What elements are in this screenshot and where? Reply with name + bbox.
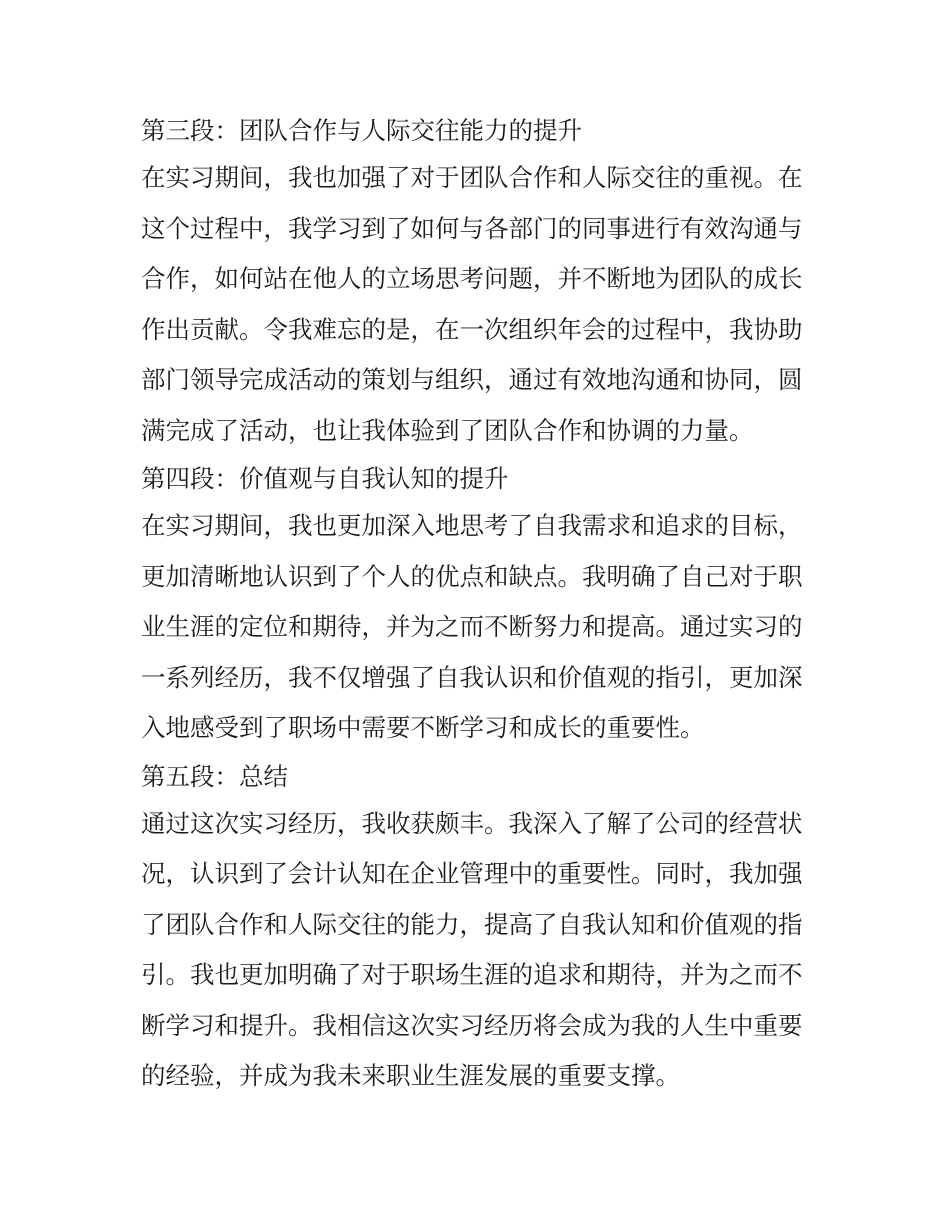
section-heading-4: 第四段：价值观与自我认知的提升 <box>141 464 509 493</box>
paragraph-line: 在实习期间，我也更加深入地思考了自我需求和追求的目标， <box>141 511 803 540</box>
section-heading-3: 第三段：团队合作与人际交往能力的提升 <box>141 116 582 145</box>
paragraph-line: 作出贡献。令我难忘的是，在一次组织年会的过程中，我协助 <box>141 314 803 344</box>
paragraph-line: 在实习期间，我也加强了对于团队合作和人际交往的重视。在 <box>141 163 803 192</box>
paragraph-line: 况，认识到了会计认知在企业管理中的重要性。同时，我加强 <box>141 859 803 888</box>
section-heading-5: 第五段：总结 <box>141 761 288 791</box>
section-paragraph-4 <box>141 501 821 754</box>
paragraph-line: 满完成了活动，也让我体验到了团队合作和协调的力量。 <box>141 415 754 445</box>
paragraph-line: 了团队合作和人际交往的能力，提高了自我认知和价值观的指 <box>141 909 803 939</box>
paragraph-line: 的经验，并成为我未来职业生涯发展的重要支撑。 <box>141 1061 680 1090</box>
paragraph-line: 引。我也更加明确了对于职场生涯的追求和期待，并为之而不 <box>141 960 803 989</box>
section-paragraph-5 <box>141 799 821 1102</box>
paragraph-line: 通过这次实习经历，我收获颇丰。我深入了解了公司的经营状 <box>141 808 803 838</box>
paragraph-line: 一系列经历，我不仅增强了自我认识和价值观的指引，更加深 <box>141 662 803 692</box>
paragraph-line: 部门领导完成活动的策划与组织，通过有效地沟通和协同，圆 <box>141 365 803 394</box>
paragraph-line: 这个过程中，我学习到了如何与各部门的同事进行有效沟通与 <box>141 213 803 243</box>
paragraph-line: 入地感受到了职场中需要不断学习和成长的重要性。 <box>141 713 705 742</box>
section-paragraph-3 <box>141 153 821 456</box>
document-body <box>141 108 821 1102</box>
paragraph-line: 业生涯的定位和期待，并为之而不断努力和提高。通过实习的 <box>141 612 803 641</box>
paragraph-line: 更加清晰地认识到了个人的优点和缺点。我明确了自己对于职 <box>141 561 803 591</box>
paragraph-line: 断学习和提升。我相信这次实习经历将会成为我的人生中重要 <box>141 1010 803 1040</box>
paragraph-line: 合作，如何站在他人的立场思考问题，并不断地为团队的成长 <box>141 264 803 293</box>
